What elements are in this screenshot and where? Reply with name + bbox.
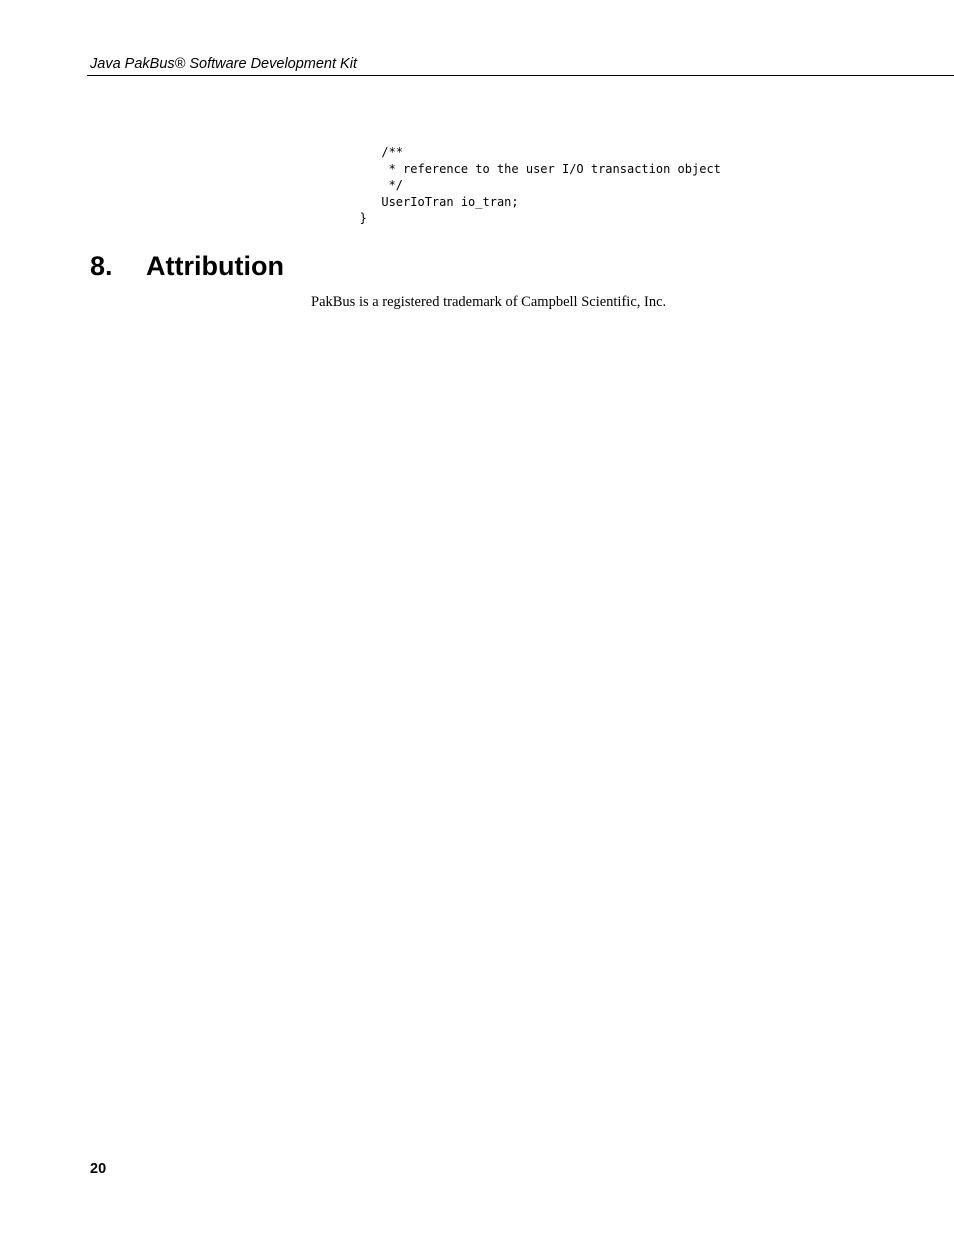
section-number: 8. xyxy=(90,251,113,281)
running-header: Java PakBus® Software Development Kit xyxy=(90,56,357,72)
code-line: * reference to the user I/O transaction object xyxy=(338,161,721,176)
code-line: /** xyxy=(338,145,404,159)
code-line: UserIoTran io_tran; xyxy=(338,194,519,209)
page-number: 20 xyxy=(90,1161,107,1177)
code-line: } xyxy=(338,211,367,225)
section-heading xyxy=(90,250,284,283)
body-paragraph: PakBus is a registered trademark of Campbell Scientific, Inc. xyxy=(311,294,667,310)
code-block xyxy=(338,144,721,227)
header-rule xyxy=(87,75,954,76)
section-title: Attribution xyxy=(146,251,284,281)
code-line: */ xyxy=(338,178,404,192)
